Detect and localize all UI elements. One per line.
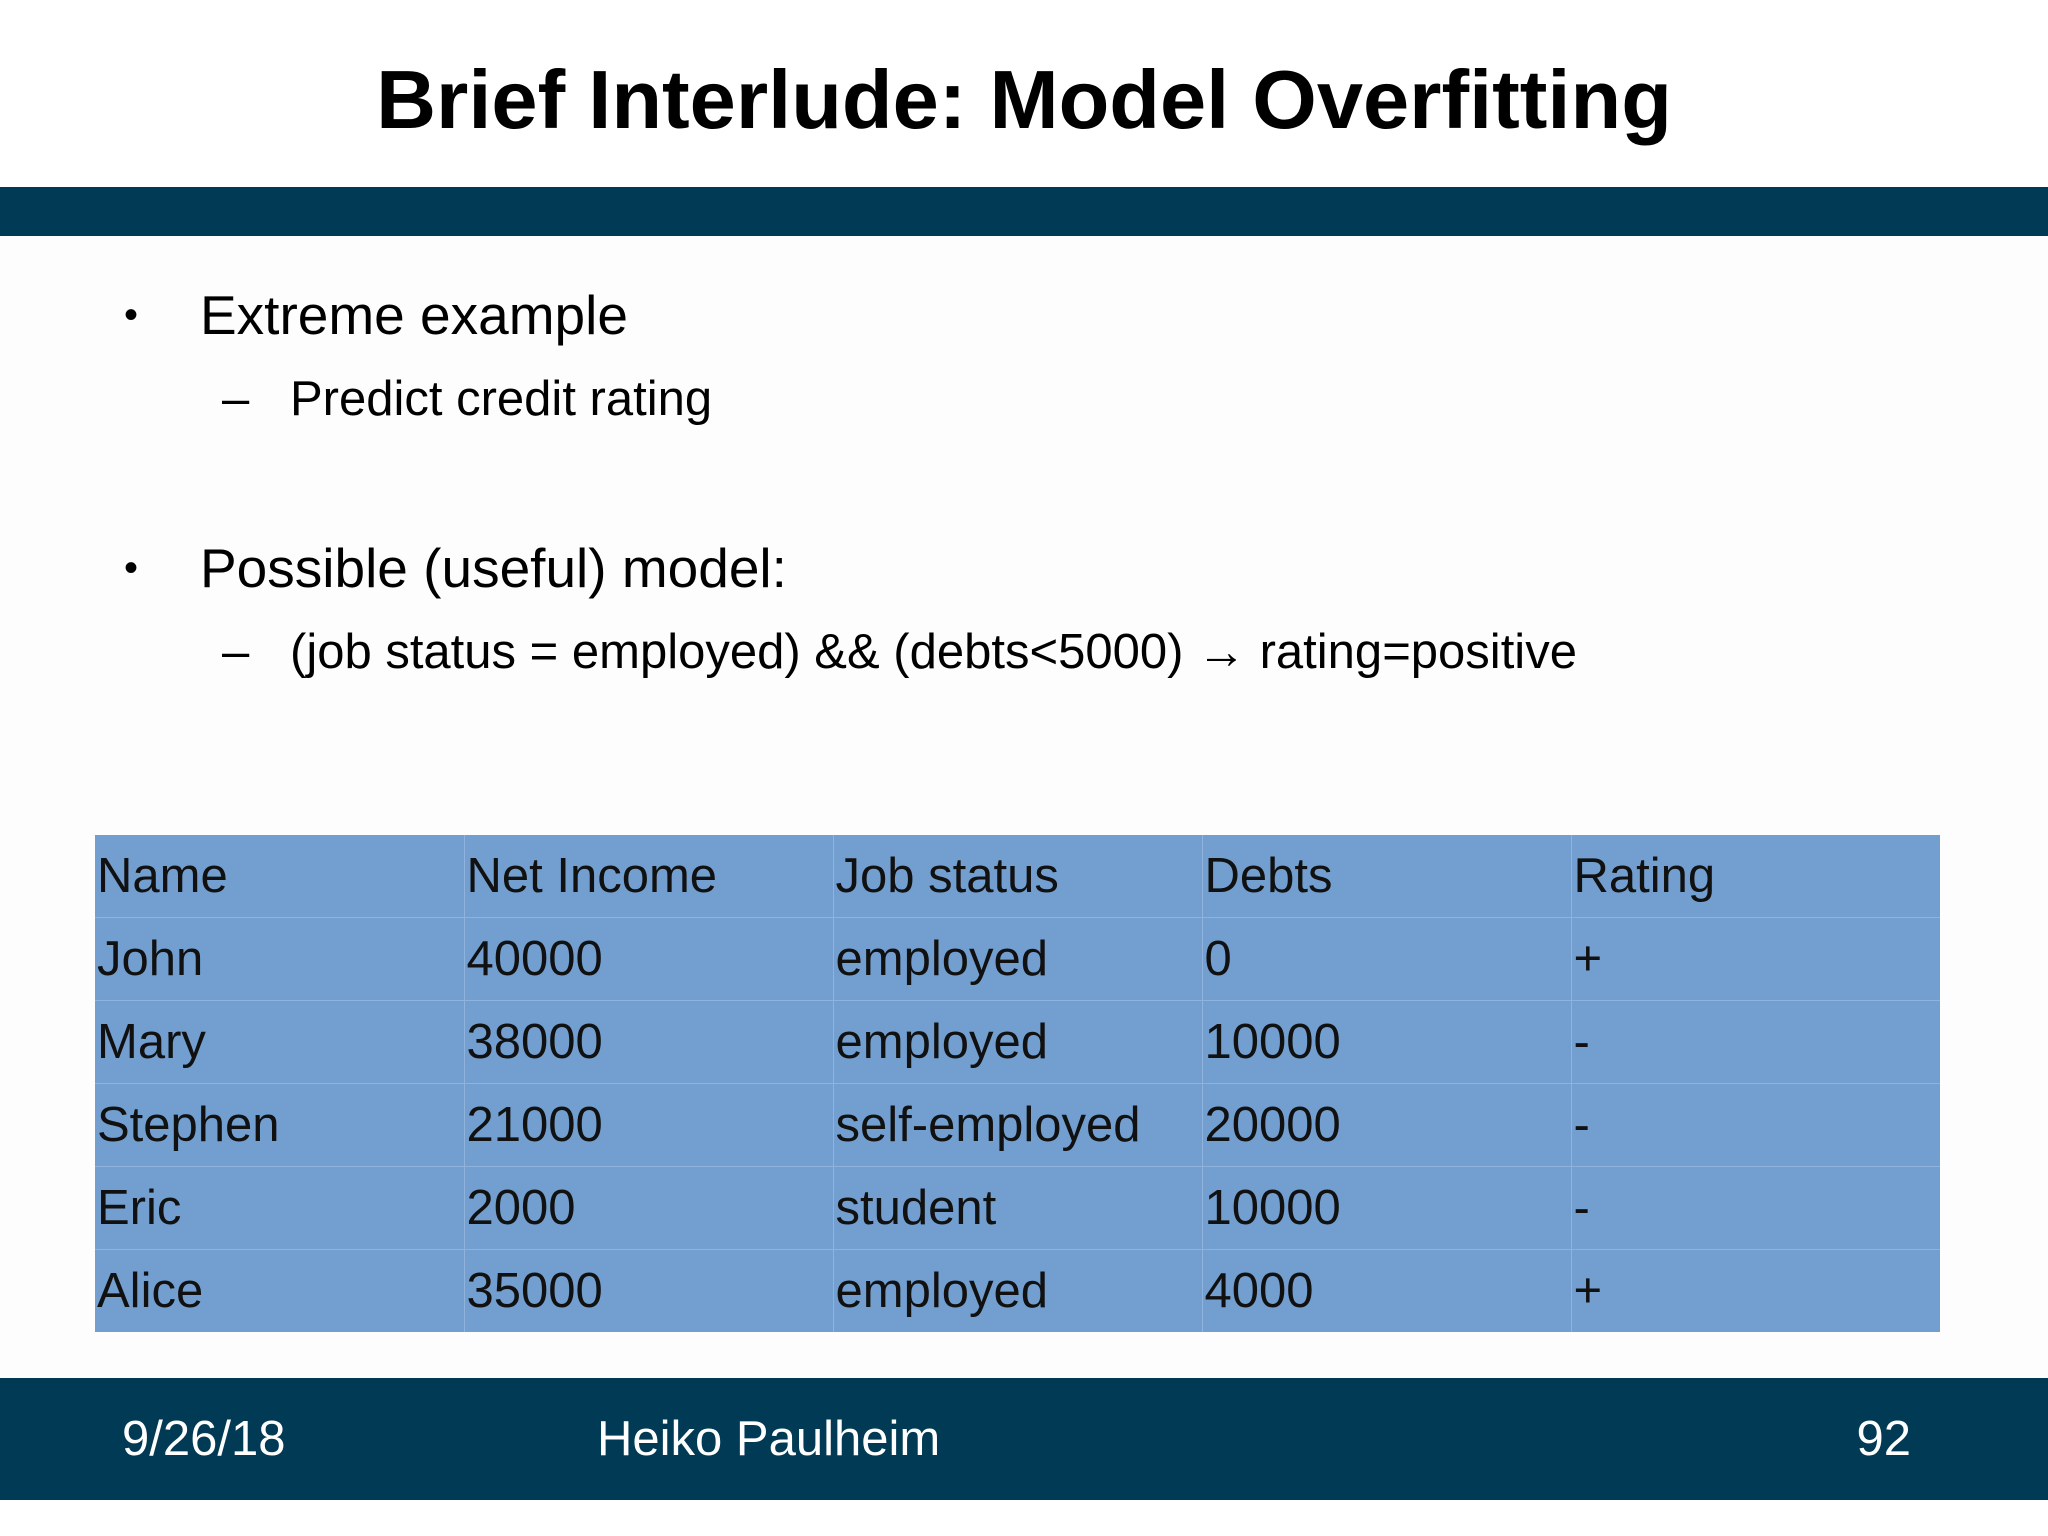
bullet-text: Extreme example	[200, 284, 628, 346]
table-cell: 10000	[1202, 1167, 1571, 1250]
table-cell: student	[833, 1167, 1202, 1250]
dash-icon: –	[222, 372, 250, 426]
footer-date: 9/26/18	[122, 1412, 286, 1466]
table-cell: 40000	[464, 918, 833, 1001]
slide-title: Brief Interlude: Model Overfitting	[376, 53, 1672, 146]
header-bar	[0, 187, 2048, 236]
table-cell: employed	[833, 1001, 1202, 1084]
header-cell-name: Name	[95, 835, 464, 918]
sub-bullet-text: Predict credit rating	[290, 372, 713, 426]
table-row	[95, 1250, 1940, 1333]
table-cell: +	[1573, 1264, 1603, 1318]
credit-rating-table	[95, 835, 1940, 1332]
table-cell: 20000	[1202, 1084, 1571, 1167]
table-cell: Eric	[95, 1167, 464, 1250]
table-row	[95, 1001, 1940, 1084]
bullet-icon: •	[124, 293, 139, 337]
bullet-text: Possible (useful) model:	[200, 537, 787, 599]
table-cell: Stephen	[95, 1084, 464, 1167]
table-cell: 4000	[1202, 1250, 1571, 1333]
table-cell: -	[1571, 1167, 1940, 1250]
table-row	[95, 1167, 1940, 1250]
table-cell: -	[1571, 1001, 1940, 1084]
footer-page-number: 92	[1856, 1412, 1911, 1466]
header-cell-debts: Debts	[1202, 835, 1571, 918]
table-cell: 35000	[464, 1250, 833, 1333]
bottom-margin	[0, 1500, 2048, 1536]
header-cell-net-income: Net Income	[464, 835, 833, 918]
table-cell: -	[1571, 1084, 1940, 1167]
table-cell: Mary	[95, 1001, 464, 1084]
table-cell: 38000	[464, 1001, 833, 1084]
table-header-row	[95, 835, 1940, 918]
table-cell: John	[95, 918, 464, 1001]
table-cell: self-employed	[833, 1084, 1202, 1167]
footer-author: Heiko Paulheim	[597, 1412, 941, 1466]
table-cell: 0	[1202, 918, 1571, 1001]
table-cell: +	[1571, 918, 1940, 1001]
table-cell: Alice	[95, 1250, 464, 1333]
table-cell: employed	[833, 1250, 1202, 1333]
table-cell: 2000	[464, 1167, 833, 1250]
table-cell: employed	[833, 918, 1202, 1001]
table-row	[95, 1084, 1940, 1167]
bullet-icon: •	[124, 546, 139, 590]
sub-bullet-text: (job status = employed) && (debts<5000) → rating=positive	[290, 625, 1577, 679]
dash-icon: –	[222, 625, 250, 679]
table-cell: 21000	[464, 1084, 833, 1167]
header-cell-rating: Rating	[1571, 835, 1940, 918]
header-cell-job-status: Job status	[833, 835, 1202, 918]
footer-bar	[0, 1378, 2048, 1500]
table-cell: 10000	[1202, 1001, 1571, 1084]
table-row	[95, 918, 1940, 1001]
